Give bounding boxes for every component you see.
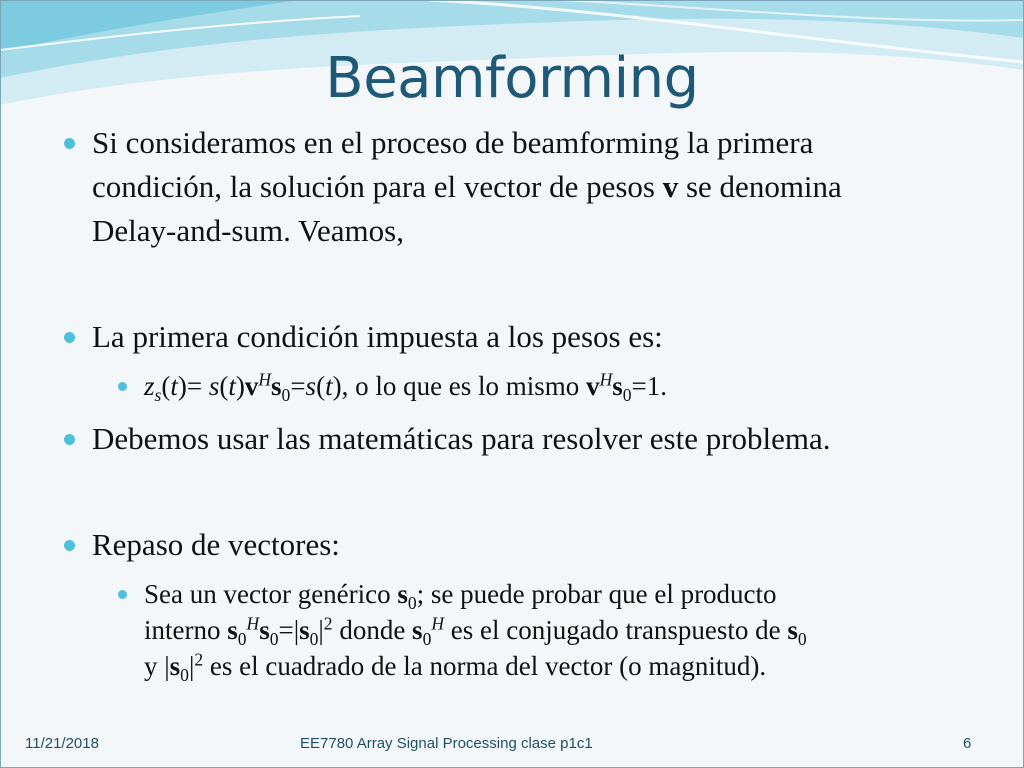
bullet-dot-icon [64,434,75,445]
bullet-1-line-3: Delay-and-sum. Veamos, [92,213,404,248]
sub-bullet-dot-icon [118,590,127,599]
bullet-4: Repaso de vectores: [92,527,340,562]
footer-course: EE7780 Array Signal Processing clase p1c1 [300,735,593,752]
bullet-4a-line-3: y $|s_0|^2$ es el cuadrado de la norma del vector (o magnitud). [144,649,767,686]
bullet-2: La primera condición impuesta a los pesos es: [92,319,663,354]
bullet-1-line-1: Si consideramos en el proceso de beamforming la primera [92,125,814,160]
sub-bullet-dot-icon [118,382,127,391]
bullet-4a [144,576,994,684]
bullet-dot-icon [64,540,75,551]
bullet-1 [92,121,997,253]
bullet-1-line-2: condición, la solución para el vector de pesos v se denomina [92,169,842,204]
bullet-4a-line-1: Sea un vector genérico $s_0$; se puede probar que el producto [144,579,777,614]
slide-title: Beamforming [325,46,699,111]
footer-date: 11/21/2018 [25,735,99,752]
bullet-3: Debemos usar las matemáticas para resolver este problema. [92,421,831,456]
bullet-4a-line-2: interno $s_0^Hs_0=|s_0|^2$ donde $s_0^H$ es el conjugado transpuesto de $s_0$ [144,613,807,650]
bullet-dot-icon [64,332,75,343]
footer-page-number: 6 [963,735,972,752]
bullet-2a-equation: $z_s(t)= s(t)v^Hs_0=s(t)$, o lo que es lo mismo $v^Hs_0=1$. [144,369,667,406]
bullet-dot-icon [64,138,75,149]
